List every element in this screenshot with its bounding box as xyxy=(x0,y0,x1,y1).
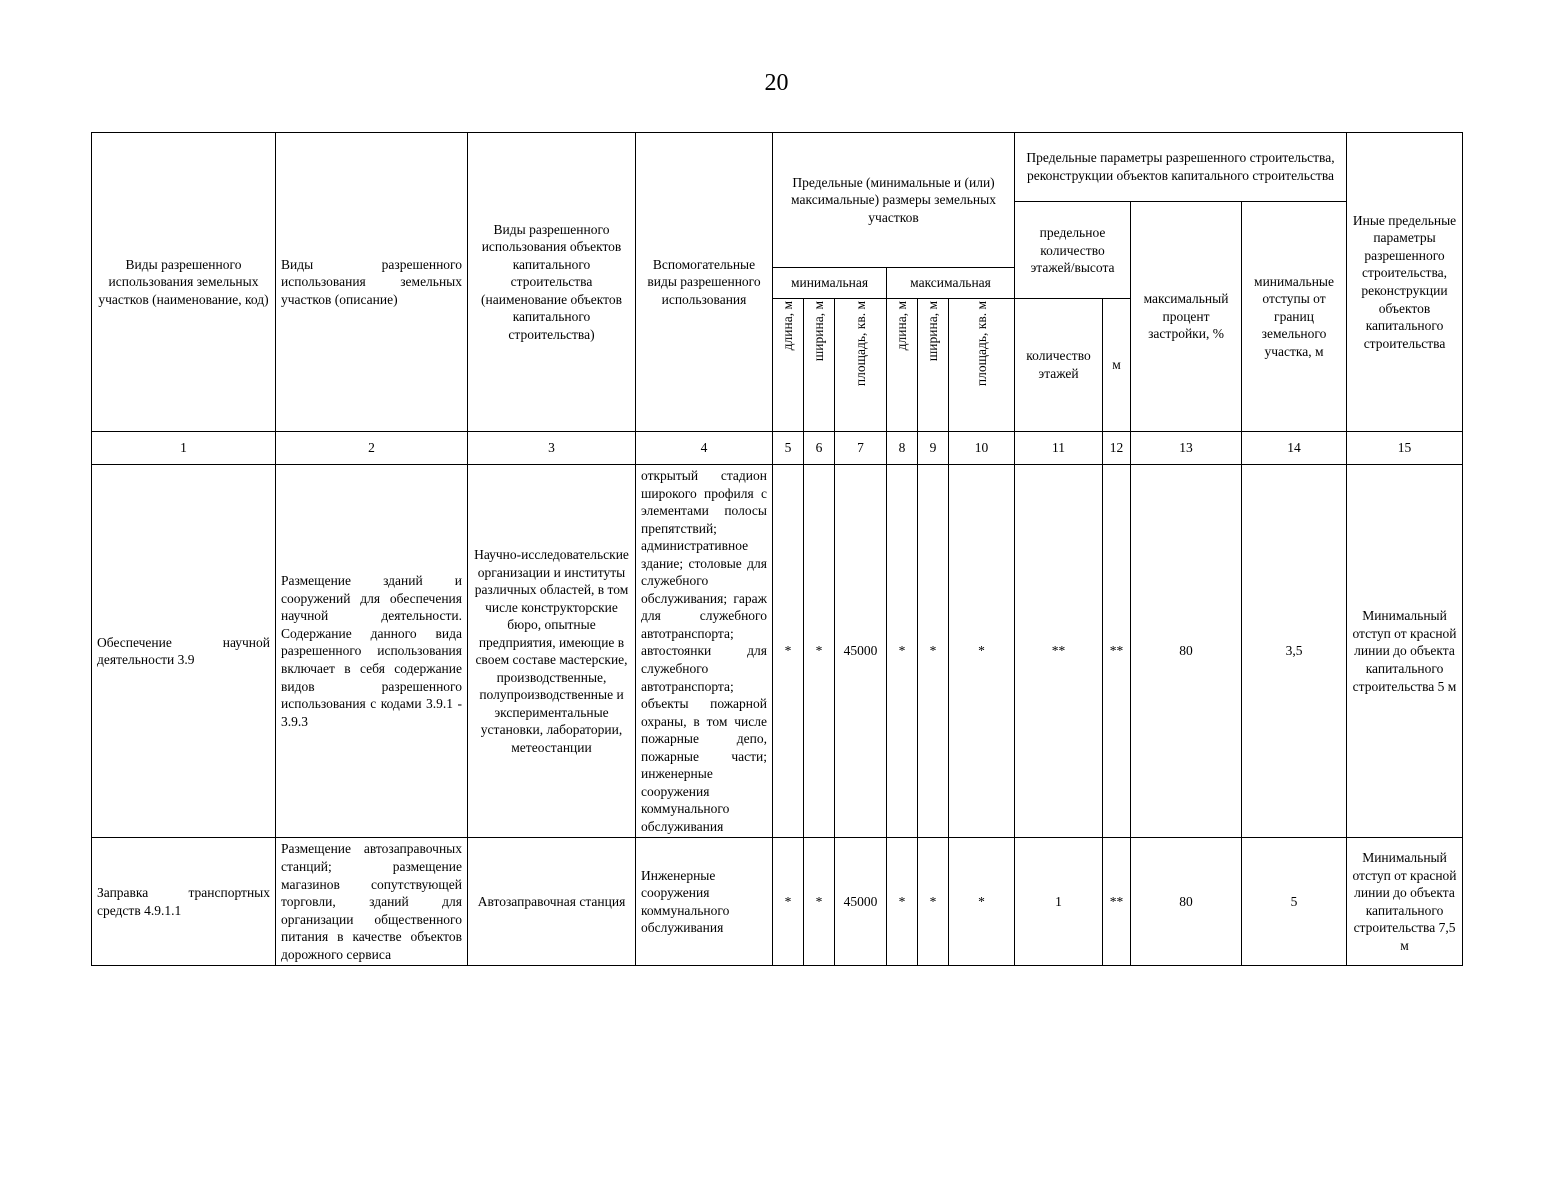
header-min-area: площадь, кв. м xyxy=(835,299,887,432)
row-height-m: ** xyxy=(1103,465,1131,838)
header-maximal: максимальная xyxy=(887,268,1015,299)
zoning-table xyxy=(91,132,1463,966)
row-min-width: * xyxy=(804,838,835,966)
column-number: 14 xyxy=(1242,432,1347,465)
column-number: 10 xyxy=(949,432,1015,465)
row-max-width: * xyxy=(918,465,949,838)
column-number: 13 xyxy=(1131,432,1242,465)
column-number: 12 xyxy=(1103,432,1131,465)
row-other: Минимальный отступ от красной линии до объекта капитального строительства 7,5 м xyxy=(1347,838,1463,966)
row-description: Размещение автозаправочных станций; размещение магазинов сопутствующей торговли, зданий для организации общественного питания в качестве объектов дорожного сервиса xyxy=(276,838,468,966)
row-setback: 3,5 xyxy=(1242,465,1347,838)
row-floors: 1 xyxy=(1015,838,1103,966)
row-min-area: 45000 xyxy=(835,838,887,966)
header-min-width: ширина, м xyxy=(804,299,835,432)
header-floors-height: предельное количество этажей/высота xyxy=(1015,202,1131,299)
page-number: 20 xyxy=(764,70,789,96)
header-col2: Виды разрешенного использования земельных участков (описание) xyxy=(276,133,468,432)
row-description: Размещение зданий и сооружений для обеспечения научной деятельности. Содержание данного вида разрешенного использования включает в себя содержание видов разрешенного использования с кодами 3.9.1 - 3.9.3 xyxy=(276,465,468,838)
row-min-area: 45000 xyxy=(835,465,887,838)
row-auxiliary: Инженерные сооружения коммунального обслуживания xyxy=(636,838,773,966)
column-number: 8 xyxy=(887,432,918,465)
row-height-m: ** xyxy=(1103,838,1131,966)
row-max-percent: 80 xyxy=(1131,465,1242,838)
header-meters: м xyxy=(1103,299,1131,432)
column-number: 7 xyxy=(835,432,887,465)
column-number: 9 xyxy=(918,432,949,465)
table-row xyxy=(92,838,1463,966)
row-min-length: * xyxy=(773,465,804,838)
header-build-params: Предельные параметры разрешенного строительства, реконструкции объектов капитального строительства xyxy=(1015,133,1347,202)
row-other: Минимальный отступ от красной линии до объекта капитального строительства 5 м xyxy=(1347,465,1463,838)
column-number: 1 xyxy=(92,432,276,465)
header-col3: Виды разрешенного использования объектов капитального строительства (наименование объектов капитального строительства) xyxy=(468,133,636,432)
row-objects: Научно-исследовательские организации и институты различных областей, в том числе конструкторские бюро, опытные предприятия, имеющие в своем составе мастерские, производственные, полупроизводственные и экспериментальные установки, лаборатории, метеостанции xyxy=(468,465,636,838)
column-number: 15 xyxy=(1347,432,1463,465)
header-max-length: длина, м xyxy=(887,299,918,432)
header-other: Иные предельные параметры разрешенного строительства, реконструкции объектов капитального строительства xyxy=(1347,133,1463,432)
header-col1: Виды разрешенного использования земельных участков (наименование, код) xyxy=(92,133,276,432)
header-minimal: минимальная xyxy=(773,268,887,299)
header-max-percent: максимальный процент застройки, % xyxy=(1131,202,1242,432)
header-max-width: ширина, м xyxy=(918,299,949,432)
header-col4: Вспомогательные виды разрешенного использования xyxy=(636,133,773,432)
row-max-area: * xyxy=(949,838,1015,966)
row-setback: 5 xyxy=(1242,838,1347,966)
row-max-area: * xyxy=(949,465,1015,838)
column-number: 3 xyxy=(468,432,636,465)
table-row xyxy=(92,465,1463,838)
row-name: Заправка транспортных средств 4.9.1.1 xyxy=(92,838,276,966)
row-name: Обеспечение научной деятельности 3.9 xyxy=(92,465,276,838)
header-plot-sizes: Предельные (минимальные и (или) максимальные) размеры земельных участков xyxy=(773,133,1015,268)
header-max-area: площадь, кв. м xyxy=(949,299,1015,432)
row-max-length: * xyxy=(887,838,918,966)
row-max-percent: 80 xyxy=(1131,838,1242,966)
column-number: 4 xyxy=(636,432,773,465)
row-min-length: * xyxy=(773,838,804,966)
column-number: 5 xyxy=(773,432,804,465)
column-number: 11 xyxy=(1015,432,1103,465)
column-number: 2 xyxy=(276,432,468,465)
row-min-width: * xyxy=(804,465,835,838)
header-floors-count: количество этажей xyxy=(1015,299,1103,432)
header-min-setback: минимальные отступы от границ земельного участка, м xyxy=(1242,202,1347,432)
header-min-length: длина, м xyxy=(773,299,804,432)
column-numbers-row xyxy=(92,432,1463,465)
row-max-width: * xyxy=(918,838,949,966)
row-objects: Автозаправочная станция xyxy=(468,838,636,966)
header-row-1 xyxy=(92,133,1463,202)
row-floors: ** xyxy=(1015,465,1103,838)
row-auxiliary: открытый стадион широкого профиля с элементами полосы препятствий; административное здание; столовые для служебного обслуживания; гараж для служебного автотранспорта; автостоянки для служебного автотранспорта; объекты пожарной охраны, в том числе пожарные депо, пожарные части; инженерные сооружения коммунального обслуживания xyxy=(636,465,773,838)
column-number: 6 xyxy=(804,432,835,465)
row-max-length: * xyxy=(887,465,918,838)
